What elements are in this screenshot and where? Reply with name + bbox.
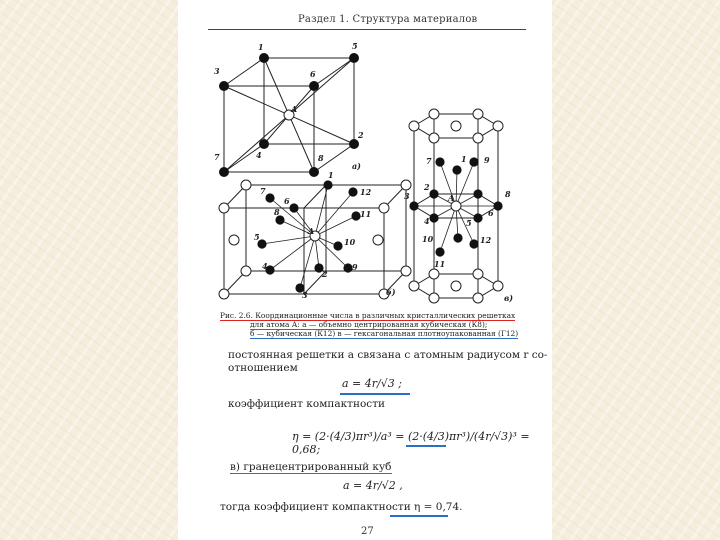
num-c-8: 8 — [505, 189, 511, 199]
num-b-3: 3 — [302, 290, 308, 300]
panel-a-bcc — [219, 53, 359, 177]
num-c-3: 3 — [404, 191, 410, 201]
result-underline — [390, 515, 448, 517]
panel-label-b: б) — [386, 287, 396, 297]
panel-b-fcc — [219, 180, 411, 299]
atom-a-3 — [219, 81, 229, 91]
body-line-4 — [230, 461, 392, 473]
body-line-3: коэффициент компактности — [228, 398, 385, 410]
num-c-5: 5 — [466, 218, 472, 228]
num-c-6: 6 — [488, 208, 494, 218]
center-c: A — [448, 193, 455, 203]
body-line-5: тогда коэффициент компактности η = 0,74. — [220, 501, 463, 513]
num-b-7: 7 — [260, 186, 266, 196]
num-c-11: 11 — [434, 259, 446, 269]
num-b-12: 12 — [360, 187, 372, 197]
caption-line1-text: Рис. 2.6. Координационные числа в различных кристаллических решетках — [220, 311, 516, 320]
figure-caption-line1 — [220, 311, 515, 320]
formula1-underline — [340, 393, 410, 395]
num-c-9: 9 — [484, 155, 490, 165]
formula-fcc-constant: a = 4r/√2 , — [343, 479, 403, 492]
num-b-11: 11 — [360, 209, 372, 219]
num-a-1: 1 — [258, 42, 264, 52]
atom-a-8 — [309, 167, 319, 177]
num-a-2: 2 — [358, 130, 364, 140]
panel-c-hcp — [409, 109, 503, 303]
body-line-2: отношением — [228, 362, 298, 374]
num-a-4: 4 — [256, 150, 262, 160]
num-b-2: 2 — [322, 269, 328, 279]
num-b-6: 6 — [284, 196, 290, 206]
atom-a-2 — [349, 139, 359, 149]
num-c-2: 2 — [424, 182, 430, 192]
atom-a-7 — [219, 167, 229, 177]
num-c-1: 1 — [461, 154, 467, 164]
panel-label-c: в) — [504, 293, 514, 303]
caption-line2-text: для атома А: а — объемно центрированная кубическая (К8); — [250, 320, 488, 329]
body-line-1: постоянная решетки a связана с атомным радиусом r со- — [228, 349, 548, 361]
atom-a-5 — [349, 53, 359, 63]
panel-b-labels — [254, 170, 396, 300]
num-a-7: 7 — [214, 152, 220, 162]
center-a: A — [291, 104, 298, 114]
center-b: A — [308, 226, 315, 236]
atom-a-6 — [309, 81, 319, 91]
fcc-heading: в) гранецентрированный куб — [230, 461, 392, 473]
formula2-underline — [406, 445, 446, 447]
crystal-lattice-figure — [178, 30, 552, 310]
num-a-8: 8 — [318, 153, 324, 163]
num-b-1: 1 — [328, 170, 334, 180]
atom-a-4 — [259, 139, 269, 149]
document-page — [178, 0, 552, 540]
num-c-12: 12 — [480, 235, 492, 245]
num-b-10: 10 — [344, 237, 356, 247]
page-header: Раздел 1. Структура материалов — [298, 14, 478, 25]
figure-caption-line3 — [250, 329, 518, 338]
num-a-3: 3 — [214, 66, 220, 76]
panel-a-labels — [214, 41, 364, 171]
num-c-4: 4 — [424, 216, 430, 226]
num-b-9: 9 — [352, 262, 358, 272]
num-b-5: 5 — [254, 232, 260, 242]
atom-a-1 — [259, 53, 269, 63]
caption-line3-text: б — кубическая (К12) в — гексагональная плотноупакованная (Г12) — [250, 329, 519, 338]
formula-compactness: η = (2·(4/3)πr³)/a³ = (2·(4/3)πr³)/(4r/√3)³ = 0,68; — [292, 430, 530, 456]
num-b-8: 8 — [274, 207, 280, 217]
figure-caption-line2 — [250, 320, 487, 329]
formula-lattice-constant: a = 4r/√3 ; — [342, 377, 402, 390]
num-c-10: 10 — [422, 234, 434, 244]
num-c-7: 7 — [426, 156, 432, 166]
num-a-5: 5 — [352, 41, 358, 51]
page-number: 27 — [361, 526, 374, 537]
num-a-6: 6 — [310, 69, 316, 79]
num-b-4: 4 — [262, 261, 268, 271]
panel-label-a: а) — [352, 161, 361, 171]
